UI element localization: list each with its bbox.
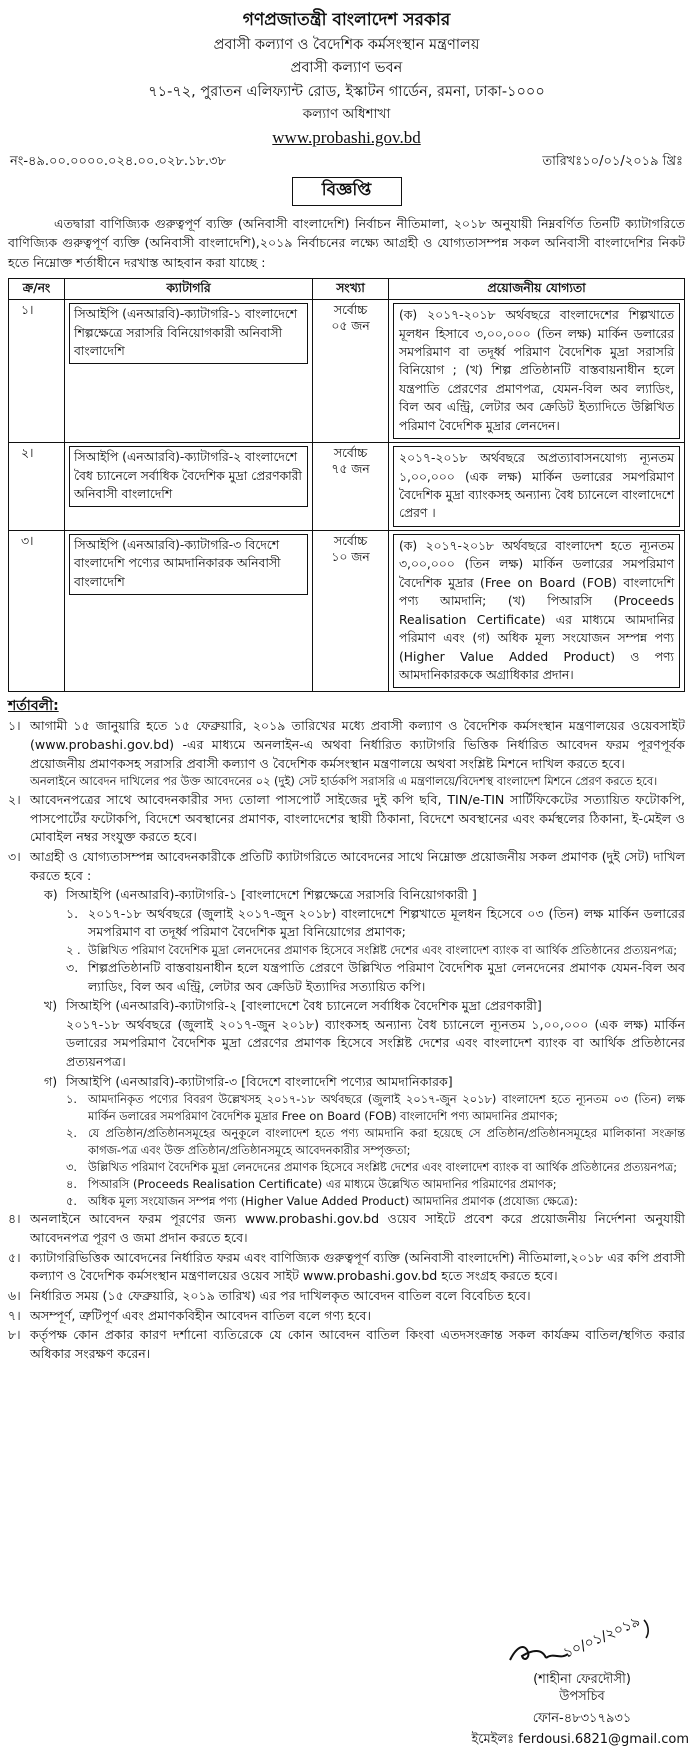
sub-item-number: ৪. <box>66 1176 78 1191</box>
sub-item-number: ১. <box>66 1092 78 1107</box>
notice-title: বিজ্ঞপ্তি <box>292 177 402 206</box>
sub-item-text: শিল্পপ্রতিষ্ঠানটি বাস্তবায়নাধীন হলে যন্ত্রপাতি প্রেরণে উল্লিখিত পরিমাণ বৈদেশিক মুদ্রা লেনদেনের প্রমাণক যেমন-বিল অব ল্যাডিং, বিল অব এন্ট্রি, লেটার অব ক্রেডিট ইত্যাদির সত্যায়িত কপি। <box>88 959 685 994</box>
term-7 <box>8 1307 685 1326</box>
table-header-row <box>9 279 685 300</box>
term-text: আগামী ১৫ জানুয়ারি হতে ১৫ ফেব্রুয়ারি, ২০১৯ তারিখের মধ্যে প্রবাসী কল্যাণ ও বৈদেশিক কর্মসংস্থান মন্ত্রণালয়ের ওয়েবসাইট (www.probashi.gov.bd) -এর মাধ্যমে অনলাইন-এ অথবা নির্ধারিত ক্যাটাগরি ভিত্তিক নির্ধারিত আবেদন ফরম পূরণপূর্বক প্রয়োজনীয় প্রমাণকসহ সরাসরি প্রবাসী কল্যাণ ও বৈদেশিক কর্মসংস্থান মন্ত্রণালয়ে অথবা সংশ্লিষ্ট মিশনে দাখিল করতে হবে। <box>30 718 685 771</box>
term-text: আগ্রহী ও যোগ্যতাসম্পন্ন আবেদনকারীকে প্রতিটি ক্যাটাগরিতে আবেদনের সাথে নিম্নোক্ত প্রয়োজনীয় সকল প্রমাণক (দুই সেট) দাখিল করতে হবে : <box>30 848 685 883</box>
sub-item-number: ৩. <box>66 1159 78 1174</box>
col-serial: ক্র/নং <box>9 279 65 300</box>
term-number: ৪। <box>8 1211 21 1227</box>
sub-a <box>30 886 685 996</box>
row-count-label: সর্বোচ্চ <box>333 533 368 548</box>
row-qualification: (ক) ২০১৭-২০১৮ অর্থবছরে বাংলাদেশ হতে ন্যূনতম ৩,০০,০০০ (তিন লক্ষ) মার্কিন ডলারের সমপরিমাণ বৈদেশিক মুদ্রার (Free on Board (FOB) বাংলাদেশি পণ্য আমদানি; (খ) পিআরসি (Proceeds Realisation Certificate) এর মাধ্যমে আমদানির পরিমাণ এবং (গ) অধিক মূল্য সংযোজন সম্পন্ন পণ্য (Higher Value Added Product) ও পণ্য আমদানিকারককে অগ্রাধিকার প্রদান। <box>393 534 680 689</box>
sub-item-text: যে প্রতিষ্ঠান/প্রতিষ্ঠানসমূহের অনুকূলে বাংলাদেশ হতে পণ্য আমদানি করা হয়েছে সে প্রতিষ্ঠান/প্রতিষ্ঠানসমূহের মালিকানা সংক্রান্ত কাগজ-পত্র এবং উক্ত প্রতিষ্ঠান/প্রতিষ্ঠানসমূহে আবেদনকারীর সম্পৃক্ততা; <box>88 1126 685 1157</box>
row-count-label: সর্বোচ্চ <box>333 303 368 318</box>
term-5 <box>8 1249 685 1286</box>
term-number: ১। <box>8 718 21 734</box>
term-text: আবেদনপত্রের সাথে আবেদনকারীর সদ্য তোলা পাসপোর্ট সাইজের দুই কপি ছবি, TIN/e-TIN সার্টিফিকেটের সত্যায়িত ফটোকপি, পাসপোর্টের ফটোকপি, বিদেশে অবস্থানের প্রমাণক, বাংলাদেশের স্থায়ী ঠিকানা, বিদেশে অবস্থানের এবং কর্মস্থলের ঠিকানা, ই-মেইল ও মোবাইল নম্বর সংযুক্ত করতে হবে। <box>30 792 685 845</box>
table-row <box>9 300 685 443</box>
signature-date: ১০/০১/২০১৯ <box>561 1613 643 1662</box>
row-count-value: ৭৫ জন <box>331 461 370 476</box>
row-category: সিআইপি (এনআরবি)-ক্যাটাগরি-১ বাংলাদেশে শিল্পক্ষেত্রে সরাসরি বিনিয়োগকারী অনিবাসী বাংলাদেশি <box>69 303 308 364</box>
term-1 <box>8 717 685 790</box>
row-count-value: ১০ জন <box>331 549 370 564</box>
row-count-value: ০৫ জন <box>331 318 370 333</box>
building-name: প্রবাসী কল্যাণ ভবন <box>290 60 403 77</box>
address: ৭১-৭২, পুরাতন এলিফ্যান্ট রোড, ইস্কাটন গার্ডেন, রমনা, ঢাকা-১০০০ <box>148 83 545 100</box>
signatory-phone: ফোন-৪৮৩১৭৯৩১ <box>532 1711 632 1727</box>
handwritten-signature <box>502 1612 662 1676</box>
sub-item <box>66 1125 685 1159</box>
memo-number: নং-৪৯.০০.০০০০.০২৪.০০.০২৮.১৮.৩৮ <box>10 154 226 170</box>
sub-item-number: ১. <box>66 905 79 921</box>
section-name: কল্যাণ অধিশাখা <box>302 106 391 123</box>
table-row <box>9 443 685 531</box>
intro-paragraph: এতদ্বারা বাণিজ্যিক গুরুত্বপূর্ণ ব্যক্তি (অনিবাসী বাংলাদেশি) নির্বাচন নীতিমালা, ২০১৮ অনুযায়ী নিম্নবর্ণিত তিনটি ক্যাটাগরিতে বাণিজ্যিক গুরুত্বপূর্ণ ব্যক্তি (অনিবাসী বাংলাদেশি),২০১৯ নির্বাচনের লক্ষ্যে আগ্রহী ও যোগ্যতাসম্পন্ন সকল অনিবাসী বাংলাদেশির নিকট হতে নিম্নোক্ত শর্তাধীনে দরখাস্ত আহবান করা যাচ্ছে : <box>8 215 685 270</box>
term-number: ২। <box>8 792 21 808</box>
sub-item-text: পিআরসি (Proceeds Realisation Certificate) এর মাধ্যমে উল্লেখিত আমদানির পরিমাণের প্রমাণক; <box>88 1176 557 1191</box>
sub-title: সিআইপি (এনআরবি)-ক্যাটাগরি-২ [বাংলাদেশে বৈধ চ্যানেলে সর্বাধিক বৈদেশিক মুদ্রা প্রেরণকারী] <box>66 998 542 1014</box>
sub-label: গ) <box>44 1073 58 1089</box>
sub-item <box>66 1091 685 1125</box>
sub-label: ক) <box>44 887 58 903</box>
row-qualification: ২০১৭-২০১৮ অর্থবছরে অপ্রত্যাবাসনযোগ্য ন্যূনতম ১,০০,০০০ (এক লক্ষ) মার্কিন ডলারের সমপরিমাণ বৈদেশিক মুদ্রা ব্যাংকসহ অন্যান্য বৈধ চ্যানেলে বাংলাদেশে প্রেরণ । <box>393 446 680 527</box>
sub-item-text: অধিক মূল্য সংযোজন সম্পন্ন পণ্য (Higher Value Added Product) আমদানির প্রমাণক (প্রযোজ্য ক্ষেত্রে): <box>88 1193 578 1208</box>
sub-item-text: উল্লিখিত পরিমাণ বৈদেশিক মুদ্রা লেনদেনের প্রমাণক হিসেবে সংশ্লিষ্ট দেশের এবং বাংলাদেশ ব্যাংক বা আর্থিক প্রতিষ্ঠানের প্রত্যয়নপত্র; <box>88 1159 678 1174</box>
sub-item-text: উল্লিখিত পরিমাণ বৈদেশিক মুদ্রা লেনদেনের প্রমাণক হিসেবে সংশ্লিষ্ট দেশের এবং বাংলাদেশ ব্যাংক বা আর্থিক প্রতিষ্ঠানের প্রত্যয়নপত্র; <box>88 943 678 958</box>
government-title: গণপ্রজাতন্ত্রী বাংলাদেশ সরকার <box>242 10 451 30</box>
term-text: কর্তৃপক্ষ কোন প্রকার কারণ দর্শানো ব্যতিরেকে যে কোন আবেদন বাতিল কিংবা এতদসংক্রান্ত সকল কার্যক্রম বাতিল/স্থগিত করার অধিকার সংরক্ষণ করেন। <box>30 1327 685 1361</box>
row-category: সিআইপি (এনআরবি)-ক্যাটাগরি-৩ বিদেশে বাংলাদেশি পণ্যের আমদানিকারক অনিবাসী বাংলাদেশি <box>69 534 308 595</box>
sub-item-text: ২০১৭-১৮ অর্থবছরে (জুলাই ২০১৭-জুন ২০১৮) বাংলাদেশে শিল্পখাতে মূলধন হিসেবে ০৩ (তিন) লক্ষ মার্কিন ডলারের সমপরিমাণ বা তদূর্ধ্ব পরিমাণ বৈদেশিক মুদ্রা বিনিয়োগের প্রমাণক; <box>88 905 685 940</box>
sub-item <box>66 1159 685 1176</box>
sub-item <box>66 905 685 942</box>
signatory-name: (শাহীনা ফেরদৌসী) <box>533 1672 631 1687</box>
term-number: ৬। <box>8 1287 21 1303</box>
terms-heading: শর্তাবলী: <box>8 698 59 715</box>
sub-item-number: ২ . <box>66 943 81 958</box>
sub-item-text: আমদানিকৃত পণ্যের বিবরণ উল্লেখসহ ২০১৭-১৮ অর্থবছরে (জুলাই ২০১৭-জুন ২০১৮) বাংলাদেশ হতে ন্যূনতম ০৩ (তিন) লক্ষ মার্কিন ডলারের সমপরিমাণ বৈদেশিক মুদ্রার Free on Board (FOB) বাংলাদেশি পণ্য আমদানির প্রমাণক; <box>88 1092 685 1124</box>
notice-date: তারিখঃ১০/০১/২০১৯ খ্রিঃ <box>542 154 683 170</box>
row-serial: ১। <box>9 300 65 443</box>
term-text: অনলাইনে আবেদন ফরম পূরণের জন্য www.probashi.gov.bd ওয়েব সাইটে প্রবেশ করে প্রয়োজনীয় নির্দেশনা অনুযায়ী আবেদনপত্র পূরণ ও জমা প্রদান করতে হবে। <box>30 1211 685 1246</box>
term-note: অনলাইনে আবেদন দাখিলের পর উক্ত আবেদনের ০২ (দুই) সেট হার্ডকপি সরাসরি এ মন্ত্রণালয়ে/বিদেশস্থ বাংলাদেশ মিশনে প্রেরণ করতে হবে। <box>30 774 658 789</box>
sub-title: সিআইপি (এনআরবি)-ক্যাটাগরি-৩ [বিদেশে বাংলাদেশি পণ্যের আমদানিকারক] <box>66 1073 453 1089</box>
sub-c <box>30 1073 685 1210</box>
col-category: ক্যাটাগরি <box>65 279 313 300</box>
website-link[interactable]: www.probashi.gov.bd <box>272 127 421 147</box>
sub-item <box>66 959 685 996</box>
term-2 <box>8 791 685 847</box>
row-serial: ২। <box>9 443 65 531</box>
reference-line <box>8 154 685 171</box>
signatory-designation: উপসচিব <box>559 1688 605 1704</box>
sub-item <box>66 1176 685 1193</box>
term-3 <box>8 848 685 1210</box>
term-6 <box>8 1287 685 1306</box>
row-qualification: (ক) ২০১৭-২০১৮ অর্থবছরে বাংলাদেশের শিল্পখাতে মূলধন হিসাবে ৩,০০,০০০ (তিন লক্ষ) মার্কিন ডলারের সমপরিমাণ বা তদূর্ধ্ব পরিমাণ বৈদেশিক মুদ্রা সরাসরি বিনিয়োগ ; (খ) শিল্প প্রতিষ্ঠানটি বাস্তবায়নাধীন হলে যন্ত্রপাতি প্রেরণের প্রমাণপত্র, যেমন-বিল অব ল্যাডিং, বিল অব এন্ট্রি, লেটার অব ক্রেডিট ইত্যাদিতে উল্লিখিত পরিমাণ বৈদেশিক মুদ্রার লেনদেন। <box>393 303 680 439</box>
row-category: সিআইপি (এনআরবি)-ক্যাটাগরি-২ বাংলাদেশে বৈধ চ্যানেলে সর্বাধিক বৈদেশিক মুদ্রা প্রেরণকারী অনিবাসী বাংলাদেশি <box>69 446 308 507</box>
signatory-email[interactable]: ইমেইলঃ ferdousi.6821@gmail.com <box>471 1732 689 1747</box>
term-text: নির্ধারিত সময় (১৫ ফেব্রুয়ারি, ২০১৯ তারিখ) এর পর দাখিলকৃত আবেদন বাতিল বলে বিবেচিত হবে। <box>30 1287 531 1303</box>
term-8 <box>8 1326 685 1363</box>
sub-item <box>66 942 685 959</box>
sub-item-number: ৫. <box>66 1193 78 1208</box>
letterhead <box>8 10 685 148</box>
term-number: ৭। <box>8 1307 21 1323</box>
col-count: সংখ্যা <box>313 279 389 300</box>
sub-text: ২০১৭-১৮ অর্থবছরে (জুলাই ২০১৭-জুন ২০১৮) ব্যাংকসহ অন্যান্য বৈধ চ্যানেলে ন্যূনতম ১,০০,০০০ (এক লক্ষ) মার্কিন ডলারের সমপরিমাণ বৈদেশিক মুদ্রা প্রেরণের প্রমাণক হিসেবে সংশ্লিষ্ট দেশের এবং বাংলাদেশ ব্যাংক বা আর্থিক প্রতিষ্ঠানের প্রত্যয়নপত্র। <box>66 1016 685 1070</box>
col-qualification: প্রয়োজনীয় যোগ্যতা <box>389 279 685 300</box>
row-count-label: সর্বোচ্চ <box>333 446 368 461</box>
term-number: ৫। <box>8 1249 21 1265</box>
sub-item <box>66 1193 685 1210</box>
category-table <box>8 278 685 692</box>
sub-title: সিআইপি (এনআরবি)-ক্যাটাগরি-১ [বাংলাদেশে শিল্পক্ষেত্রে সরাসরি বিনিয়োগকারী ] <box>66 887 477 903</box>
signature-block <box>487 1612 677 1728</box>
sub-b <box>30 997 685 1072</box>
term-4 <box>8 1210 685 1247</box>
term-text: অসম্পূর্ণ, ত্রুটিপূর্ণ এবং প্রমাণকবিহীন আবেদন বাতিল বলে গণ্য হবে। <box>30 1307 371 1323</box>
sub-item-number: ২. <box>66 1126 78 1141</box>
term-number: ৩। <box>8 848 21 864</box>
term-text: ক্যাটাগরিভিত্তিক আবেদনের নির্ধারিত ফরম এবং বাণিজ্যিক গুরুত্বপূর্ণ ব্যক্তি (অনিবাসী বাংলাদেশি) নীতিমালা,২০১৮ এর কপি প্রবাসী কল্যাণ ও বৈদেশিক কর্মসংস্থান মন্ত্রণালয়ের ওয়েব সাইট www.probashi.gov.bd হতে সংগ্রহ করতে হবে। <box>30 1249 685 1284</box>
term-number: ৮। <box>8 1327 21 1343</box>
sub-item-number: ৩. <box>66 959 79 975</box>
table-row <box>9 530 685 692</box>
sub-label: খ) <box>44 998 58 1014</box>
row-serial: ৩। <box>9 530 65 692</box>
ministry-name: প্রবাসী কল্যাণ ও বৈদেশিক কর্মসংস্থান মন্ত্রণালয় <box>213 36 480 53</box>
